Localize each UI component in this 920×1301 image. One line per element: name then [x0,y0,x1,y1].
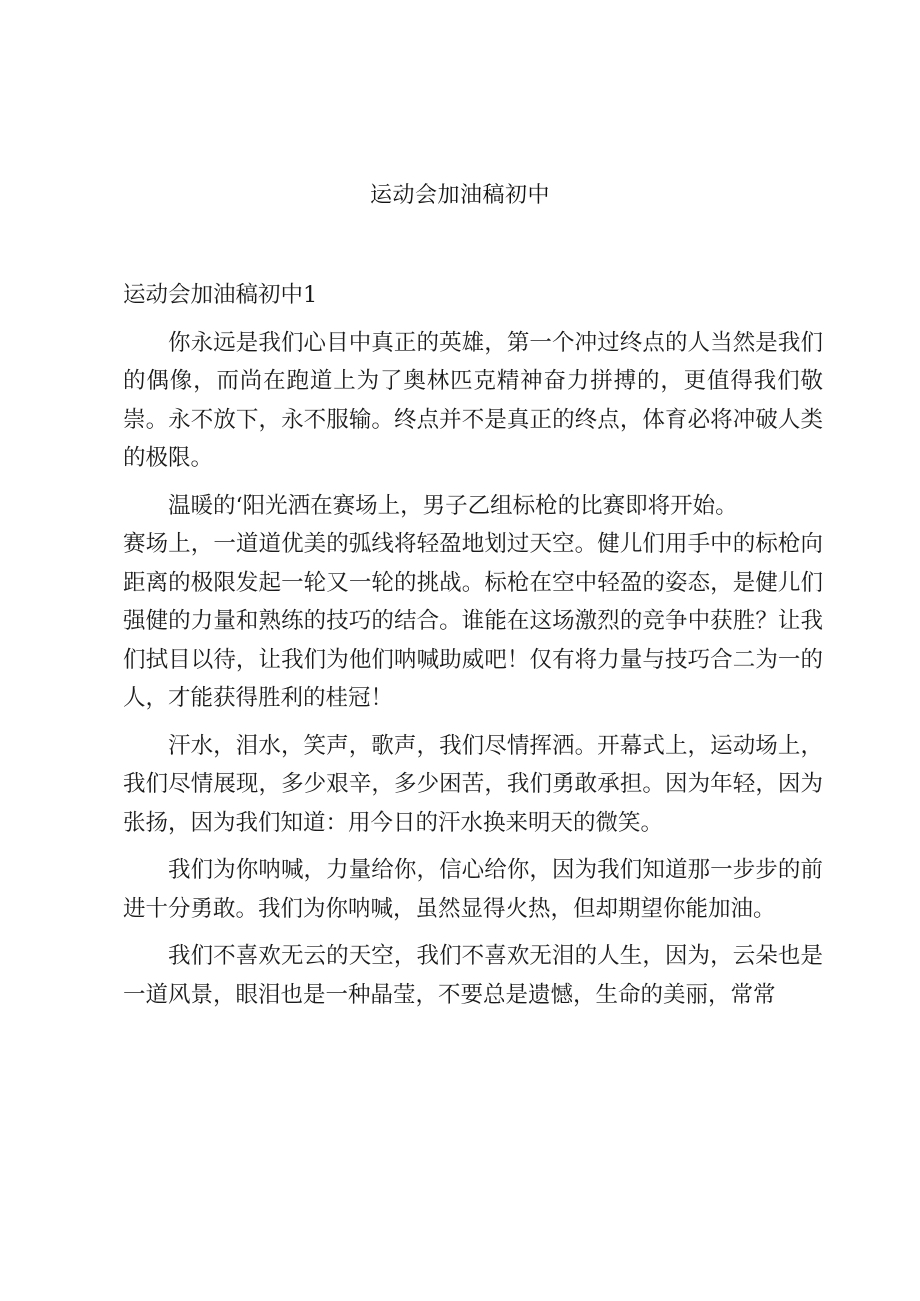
paragraph-5: 我们为你呐喊，力量给你，信心给你，因为我们知道那一步步的前进十分勇敢。我们为你呐喊，虽然显得火热，但却期望你能加油。 [123,857,823,922]
document-body [123,276,823,1023]
paragraph-2: 温暖的‘阳光洒在赛场上，男子乙组标枪的比赛即将开始。 [168,492,738,519]
section-heading: 运动会加油稿初中1 [123,282,318,308]
paragraph-6: 我们不喜欢无云的天空，我们不喜欢无泪的人生，因为，云朵也是一道风景，眼泪也是一种晶莹，不要总是遗憾，生命的美丽，常常 [123,943,823,1008]
paragraph-1: 你永远是我们心目中真正的英雄，第一个冲过终点的人当然是我们的偶像，而尚在跑道上为了奥林匹克精神奋力拼搏的，更值得我们敬崇。永不放下，永不服输。终点并不是真正的终点，体育必将冲破人类的极限。 [123,329,823,471]
document-title: 运动会加油稿初中 [369,183,550,208]
paragraph-3: 赛场上，一道道优美的弧线将轻盈地划过天空。健儿们用手中的标枪向距离的极限发起一轮又一轮的挑战。标枪在空中轻盈的姿态，是健儿们强健的力量和熟练的技巧的结合。谁能在这场激烈的竞争中获胜？让我们拭目以待，让我们为他们呐喊助威吧！仅有将力量与技巧合二为一的人，才能获得胜利的桂冠！ [123,531,823,711]
paragraph-4: 汗水，泪水，笑声，歌声，我们尽情挥洒。开幕式上，运动场上，我们尽情展现，多少艰辛，多少困苦，我们勇敢承担。因为年轻，因为张扬，因为我们知道：用今日的汗水换来明天的微笑。 [123,732,823,836]
